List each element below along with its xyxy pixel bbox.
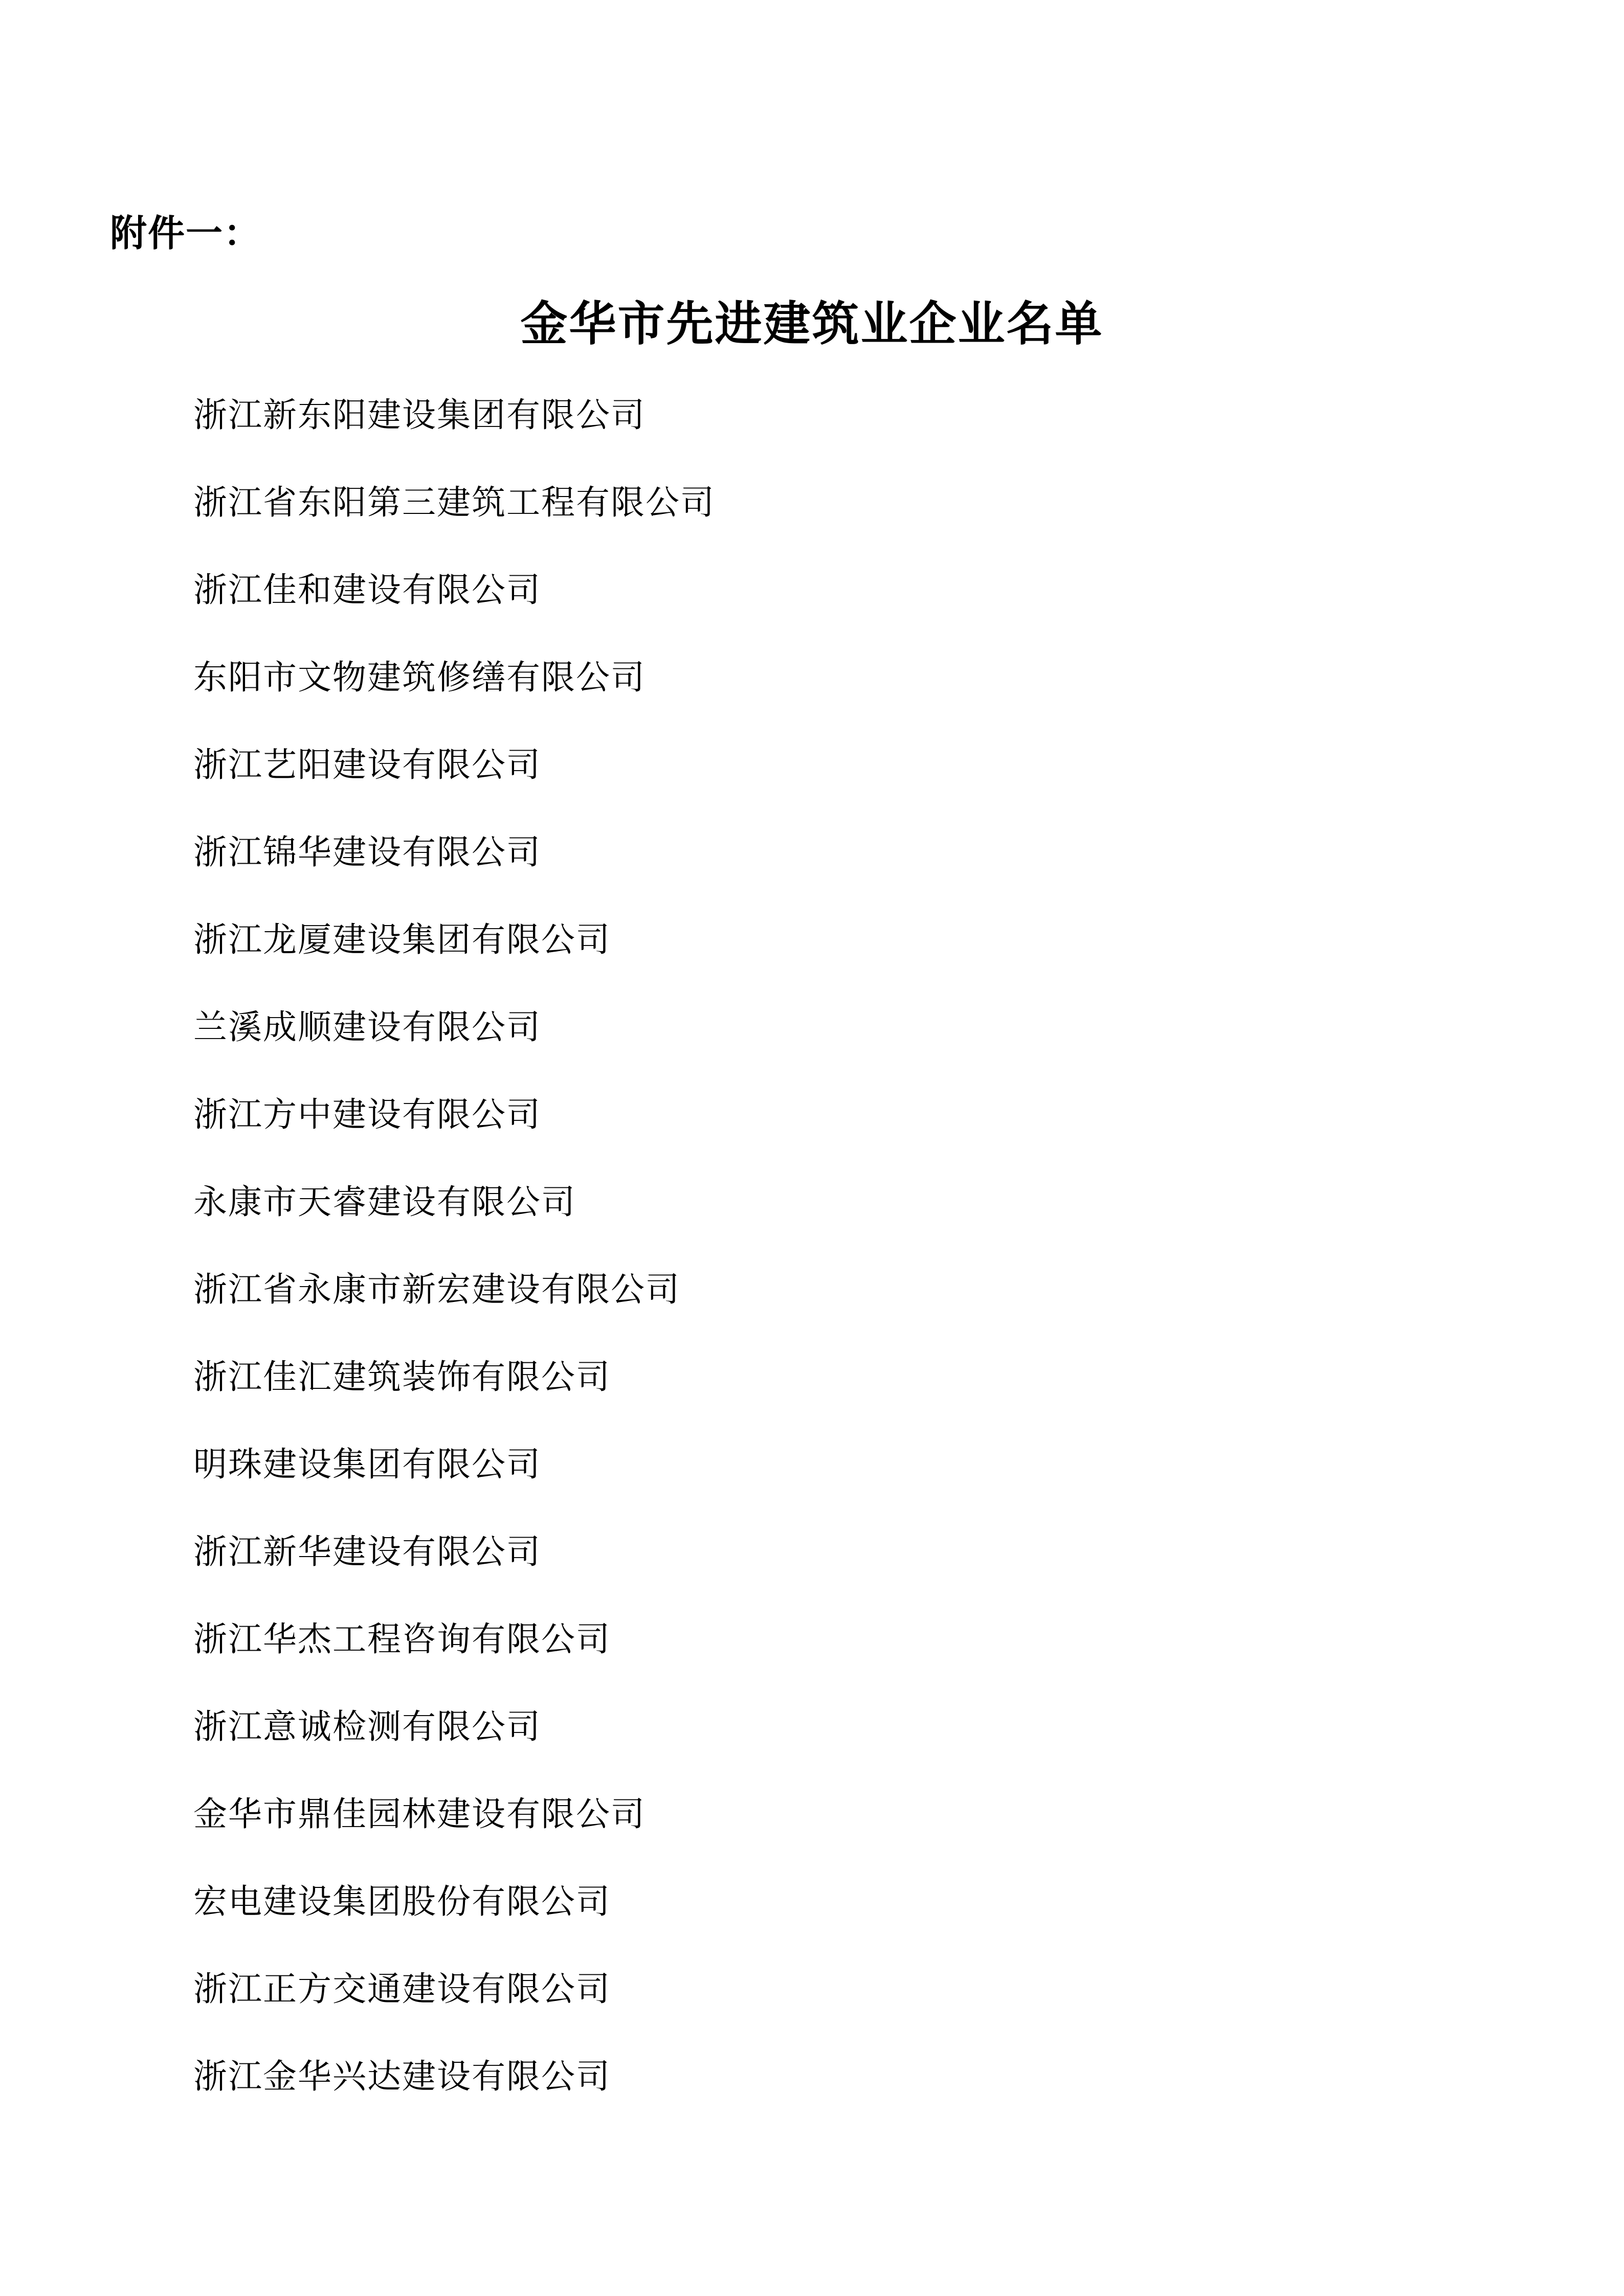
list-item: 浙江佳汇建筑装饰有限公司	[193, 1359, 611, 1396]
list-item: 兰溪成顺建设有限公司	[193, 1009, 541, 1046]
list-item: 浙江意诚检测有限公司	[193, 1708, 541, 1746]
list-item: 东阳市文物建筑修缮有限公司	[193, 659, 646, 696]
attachment-label: 附件一：	[110, 213, 262, 254]
list-item: 浙江省东阳第三建筑工程有限公司	[193, 484, 715, 522]
list-item: 浙江锦华建设有限公司	[193, 834, 541, 871]
list-item: 明珠建设集团有限公司	[193, 1446, 541, 1483]
list-item: 浙江艺阳建设有限公司	[193, 747, 541, 784]
page-title: 金华市先进建筑业企业名单	[520, 298, 1104, 350]
list-item: 浙江金华兴达建设有限公司	[193, 2058, 611, 2096]
list-item: 浙江龙厦建设集团有限公司	[193, 921, 611, 959]
list-item: 永康市天睿建设有限公司	[193, 1184, 576, 1221]
list-item: 浙江省永康市新宏建设有限公司	[193, 1271, 680, 1309]
list-item: 浙江佳和建设有限公司	[193, 572, 541, 609]
list-item: 浙江正方交通建设有限公司	[193, 1971, 611, 2008]
list-item: 浙江新东阳建设集团有限公司	[193, 397, 646, 434]
list-item: 浙江华杰工程咨询有限公司	[193, 1621, 611, 1658]
list-item: 浙江新华建设有限公司	[193, 1534, 541, 1571]
list-item: 宏电建设集团股份有限公司	[193, 1883, 611, 1921]
company-list	[193, 372, 715, 2121]
list-item: 浙江方中建设有限公司	[193, 1096, 541, 1134]
list-item: 金华市鼎佳园林建设有限公司	[193, 1796, 646, 1833]
